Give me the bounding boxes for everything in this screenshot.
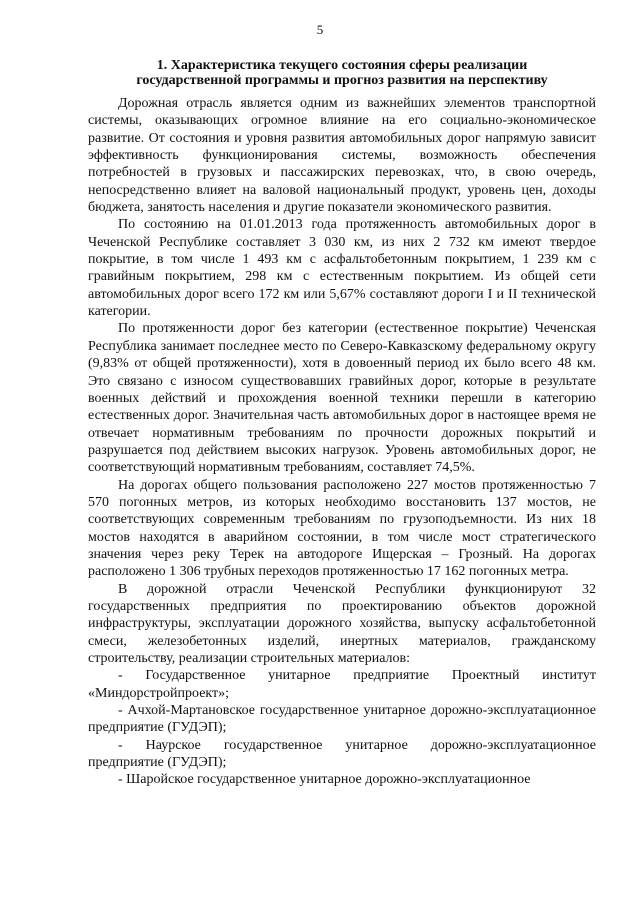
list-item: - Государственное унитарное предприятие Проектный институт «Миндорстройпроект»; <box>88 668 596 701</box>
body-text <box>88 95 596 789</box>
list-item: - Ачхой-Мартановское государственное унитарное дорожно-эксплуатационное предприятие (ГУДЭП); <box>88 703 596 736</box>
list-item: - Шаройское государственное унитарное дорожно-эксплуатационное <box>118 772 531 788</box>
page-number: 5 <box>316 22 324 37</box>
paragraph-road-length: По состоянию на 01.01.2013 года протяженность автомобильных дорог в Чеченской Республике составляет 3 030 км, из них 2 732 км имеют твердое покрытие, в том числе 1 493 км с асфальтобетонным покрытием, 1 239 км с гравийным покрытием, 298 км с естественным покрытием. Из общей сети автомобильных дорог всего 172 км или 5,67% составляют дороги I и II технической категории. <box>88 217 596 320</box>
paragraph-uncategorized-roads: По протяженности дорог без категории (естественное покрытие) Чеченская Республика занимает последнее место по Северо-Кавказскому федеральному округу (9,83% от общей протяженности), хотя в довоенный период их было всего 48 км. Это связано с износом существовавших гравийных дорог, которые в результате военных действий и прохождения военной техники перешли в категорию естественных дорог. Значительная часть автомобильных дорог в настоящее время не отвечает нормативным требованиям по прочности дорожных покрытий и разрушается под действием высоких нагрузок. Уровень автомобильных дорог, не соответствующий нормативным требованиям, составляет 74,5%. <box>88 321 596 476</box>
paragraph-enterprises: В дорожной отрасли Чеченской Республики функционируют 32 государственных предприятия по проектированию объектов дорожной инфраструктуры, эксплуатации дорожного хозяйства, выпуску асфальтобетонной смеси, железобетонных изделий, инертных материалов, гражданскому строительству, реализации строительных материалов: <box>88 581 596 666</box>
section-heading <box>88 58 596 88</box>
list-item: - Наурское государственное унитарное дорожно-эксплуатационное предприятие (ГУДЭП); <box>88 737 596 771</box>
paragraph-bridges: На дорогах общего пользования расположено 227 мостов протяженностью 7 570 погонных метров, из которых необходимо восстановить 137 мостов, не соответствующих современным требованиям по грузоподъемности. Из них 18 мостов находятся в аварийном состоянии, в том числе мост стратегического значения через реку Терек на автодороге Ищерская – Грозный. На дорогах расположено 1 306 трубных переходов протяженностью 17 162 погонных метра. <box>88 477 596 580</box>
section-heading-line-1: 1. Характеристика текущего состояния сферы реализации <box>156 58 528 73</box>
paragraph-road-industry: Дорожная отрасль является одним из важнейших элементов транспортной системы, оказывающих огромное влияние на его социально-экономическое развитие. От состояния и уровня развития автомобильных дорог напрямую зависит эффективность функционирования системы, возможность обеспечения потребностей в грузовых и пассажирских перевозках, что, в свою очередь, непосредственно влияет на валовой национальный продукт, уровень цен, доходы бюджета, занятость населения и другие показатели экономического развития. <box>88 96 596 216</box>
section-heading-line-2: государственной программы и прогноз развития на перспективу <box>136 73 548 88</box>
